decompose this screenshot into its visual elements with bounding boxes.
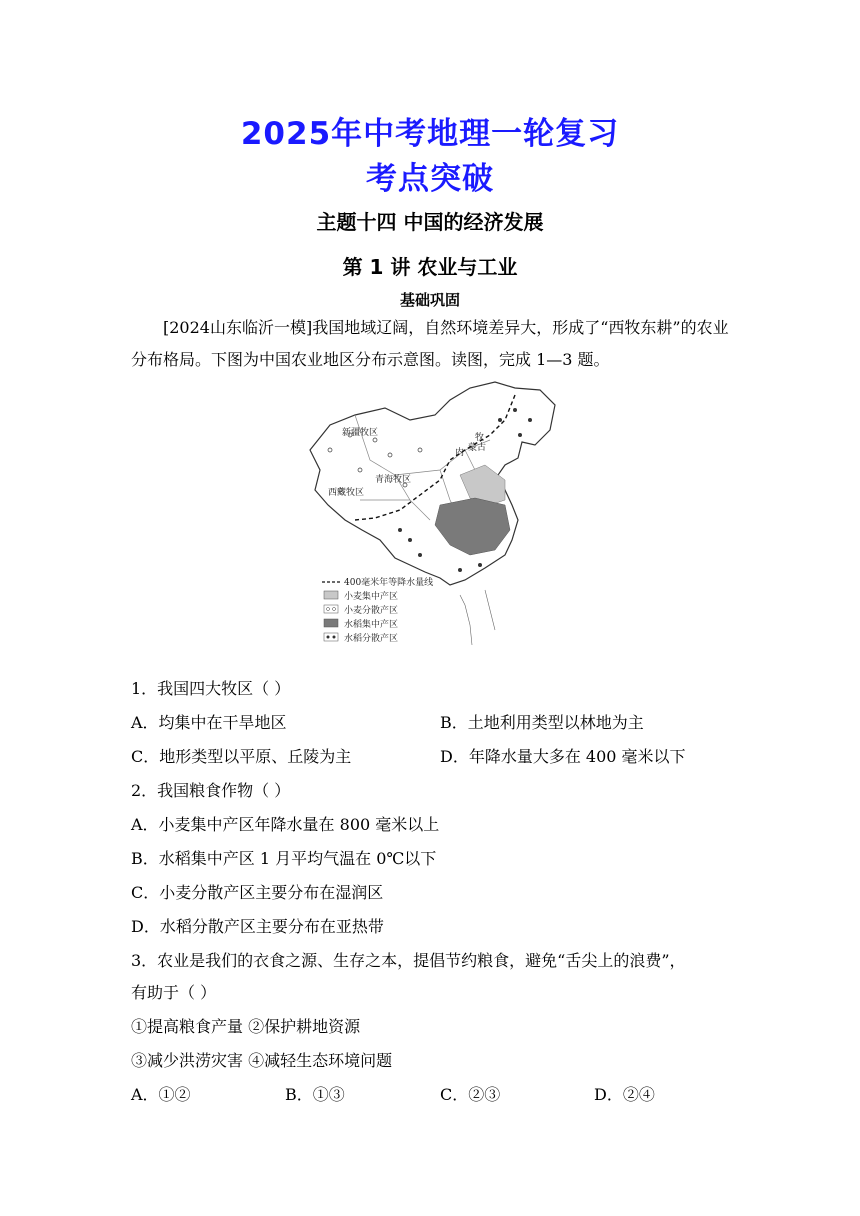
question-2-option-b: B．水稻集中产区 1 月平均气温在 0℃以下	[131, 849, 437, 868]
map-label-menggu: 蒙古	[468, 443, 487, 453]
legend-item-rice-concentrated: 水稻集中产区	[344, 620, 399, 630]
question-3-option-c: C．②③	[440, 1085, 501, 1104]
map-label-mu: 牧	[475, 433, 485, 443]
map-legend	[322, 576, 433, 644]
china-outline	[310, 382, 555, 585]
section-heading: 基础巩固	[399, 291, 460, 309]
question-2-option-c: C．小麦分散产区主要分布在湿润区	[131, 883, 384, 902]
question-1-option-a: A．均集中在干旱地区	[131, 713, 287, 732]
question-3-items-2: ③减少洪涝灾害 ④减轻生态环境问题	[131, 1051, 393, 1070]
question-3-stem: 3．农业是我们的衣食之源、生存之本，提倡节约粮食，避免“舌尖上的浪费”，	[131, 951, 686, 970]
question-2-option-a: A．小麦集中产区年降水量在 800 毫米以上	[131, 815, 440, 834]
question-3-option-d: D．②④	[594, 1085, 655, 1104]
legend-item-wheat-scattered: 小麦分散产区	[344, 606, 399, 616]
map-label-nei: 内	[455, 448, 465, 458]
question-3-option-a: A．①②	[131, 1085, 191, 1104]
topic-heading: 主题十四 中国的经济发展	[316, 210, 544, 234]
south-sea-islands	[460, 590, 495, 645]
question-1-stem: 1．我国四大牧区（ ）	[131, 679, 291, 698]
question-1-option-d: D．年降水量大多在 400 毫米以下	[440, 747, 686, 766]
intro-paragraph: [2024山东临沂一模]我国地域辽阔，自然环境差异大，形成了“西牧东耕”的农业分布格局。下图为中国农业地区分布示意图。读图，完成 1—3 题。	[131, 318, 729, 369]
map-figure	[300, 380, 562, 660]
question-3-stem-cont: 有助于（ ）	[131, 983, 217, 1002]
lecture-heading: 第 1 讲 农业与工业	[342, 255, 518, 279]
question-2-option-d: D．水稻分散产区主要分布在亚热带	[131, 917, 384, 936]
question-1-option-b: B．土地利用类型以林地为主	[440, 713, 644, 732]
question-3-option-b: B．①③	[285, 1085, 345, 1104]
legend-item-line: 400毫米年等降水量线	[344, 578, 434, 588]
question-1-option-c: C．地形类型以平原、丘陵为主	[131, 747, 352, 766]
legend-item-wheat-concentrated: 小麦集中产区	[344, 592, 399, 602]
map-label-xizang: 西藏牧区	[328, 488, 365, 498]
map-label-xinjiang: 新疆牧区	[342, 428, 379, 438]
map-label-qinghai: 青海牧区	[375, 475, 412, 485]
question-3-items-1: ①提高粮食产量 ②保护耕地资源	[131, 1017, 361, 1036]
document-title: 2025年中考地理一轮复习	[240, 116, 620, 152]
question-2-stem: 2．我国粮食作物（ ）	[131, 781, 291, 800]
china-agriculture-map	[300, 380, 562, 660]
legend-item-rice-scattered: 水稻分散产区	[344, 634, 399, 644]
document-title-line2: 考点突破	[366, 161, 494, 197]
